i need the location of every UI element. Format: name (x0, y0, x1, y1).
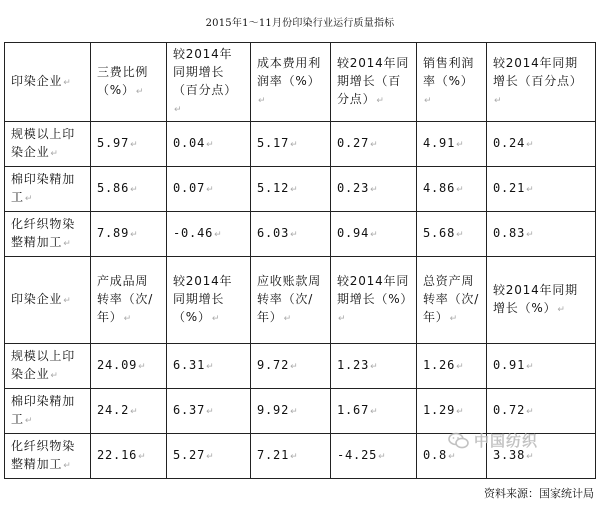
cell-text: 成本费用利润率（%） (257, 56, 322, 88)
cell-text: 棉印染精加工 (11, 172, 76, 204)
header-cell (251, 257, 331, 344)
return-mark-icon: ↵ (456, 230, 465, 240)
row-label-cell (5, 389, 91, 434)
return-mark-icon: ↵ (526, 140, 535, 150)
value-cell (167, 167, 251, 212)
cell-text: 9.72 (257, 358, 290, 372)
cell-text: 1.23 (337, 358, 370, 372)
return-mark-icon: ↵ (50, 149, 59, 159)
return-mark-icon: ↵ (135, 87, 145, 97)
cell-text: 化纤织物染整精加工 (11, 217, 76, 249)
return-mark-icon: ↵ (258, 96, 267, 106)
header-cell (417, 43, 487, 122)
cell-text: 0.83 (493, 226, 526, 240)
header-cell (167, 43, 251, 122)
value-cell (251, 167, 331, 212)
value-cell (417, 389, 487, 434)
return-mark-icon: ↵ (526, 185, 535, 195)
return-mark-icon: ↵ (290, 362, 299, 372)
cell-text: 三费比例（%） (97, 65, 149, 97)
return-mark-icon: ↵ (338, 314, 347, 324)
cell-text: 22.16 (97, 448, 138, 462)
return-mark-icon: ↵ (130, 185, 139, 195)
return-mark-icon: ↵ (370, 362, 379, 372)
row-label-cell (5, 434, 91, 479)
header-cell (167, 257, 251, 344)
return-mark-icon: ↵ (378, 452, 387, 462)
cell-text: 5.27 (173, 448, 206, 462)
return-mark-icon: ↵ (63, 461, 72, 471)
cell-text: 6.03 (257, 226, 290, 240)
row-label-cell (5, 344, 91, 389)
value-cell (417, 167, 487, 212)
value-cell (487, 167, 596, 212)
return-mark-icon: ↵ (456, 407, 465, 417)
return-mark-icon: ↵ (130, 140, 139, 150)
cell-text: 0.04 (173, 136, 206, 150)
return-mark-icon: ↵ (494, 96, 503, 106)
cell-text: 5.68 (423, 226, 456, 240)
watermark (448, 430, 538, 451)
return-mark-icon: ↵ (206, 452, 215, 462)
cell-text: 9.92 (257, 403, 290, 417)
value-cell (251, 212, 331, 257)
cell-text: 较2014年同期增长（百分点） (173, 47, 238, 97)
return-mark-icon: ↵ (130, 407, 139, 417)
value-cell (331, 122, 417, 167)
return-mark-icon: ↵ (211, 314, 221, 324)
cell-text: 规模以上印染企业 (11, 349, 76, 381)
return-mark-icon: ↵ (290, 452, 299, 462)
value-cell (91, 434, 167, 479)
return-mark-icon: ↵ (370, 185, 379, 195)
cell-text: 7.89 (97, 226, 130, 240)
return-mark-icon: ↵ (424, 96, 433, 106)
cell-text: 0.07 (173, 181, 206, 195)
value-cell (91, 389, 167, 434)
cell-text: -4.25 (337, 448, 378, 462)
value-cell (167, 122, 251, 167)
value-cell (91, 122, 167, 167)
value-cell (167, 212, 251, 257)
header-row (5, 43, 596, 122)
cell-text: 较2014年同期增长（%） (493, 283, 578, 315)
value-cell (331, 167, 417, 212)
cell-text: 1.67 (337, 403, 370, 417)
return-mark-icon: ↵ (290, 407, 299, 417)
return-mark-icon: ↵ (290, 185, 299, 195)
cell-text: 7.21 (257, 448, 290, 462)
header-cell (251, 43, 331, 122)
table-row (5, 344, 596, 389)
return-mark-icon: ↵ (448, 452, 457, 462)
return-mark-icon: ↵ (24, 416, 34, 426)
return-mark-icon: ↵ (456, 362, 465, 372)
cell-text: 5.86 (97, 181, 130, 195)
cell-text: 4.91 (423, 136, 456, 150)
cell-text: 0.94 (337, 226, 370, 240)
cell-text: 6.37 (173, 403, 206, 417)
value-cell (417, 212, 487, 257)
table-title: 2015年1～11月份印染行业运行质量指标 (205, 18, 395, 29)
return-mark-icon: ↵ (63, 239, 72, 249)
cell-text: 较2014年同期增长（百分点） (493, 56, 583, 88)
data-source-note: 资料来源：国家统计局 (484, 487, 594, 500)
cell-text: 0.23 (337, 181, 370, 195)
value-cell (417, 344, 487, 389)
header-cell (487, 43, 596, 122)
value-cell (167, 434, 251, 479)
row-label-cell (5, 167, 91, 212)
value-cell (487, 389, 596, 434)
value-cell (251, 434, 331, 479)
value-cell (487, 212, 596, 257)
value-cell (331, 434, 417, 479)
cell-text: 5.97 (97, 136, 130, 150)
return-mark-icon: ↵ (63, 78, 72, 88)
cell-text: 印染企业 (11, 292, 63, 306)
cell-text: 3.38 (493, 448, 526, 462)
cell-text: 应收账款周转率（次/年） (257, 274, 322, 324)
return-mark-icon: ↵ (290, 140, 299, 150)
wechat-logo-icon (448, 432, 470, 450)
value-cell (331, 344, 417, 389)
watermark-text: 中国纺织 (474, 432, 539, 450)
cell-text: 较2014年同期增长（%） (337, 274, 414, 306)
return-mark-icon: ↵ (174, 105, 183, 115)
value-cell (251, 389, 331, 434)
return-mark-icon: ↵ (214, 230, 223, 240)
cell-text: 印染企业 (11, 74, 63, 88)
header-cell (91, 257, 167, 344)
table-row (5, 212, 596, 257)
cell-text: 产成品周转率（次/年） (97, 274, 154, 324)
cell-text: 规模以上印染企业 (11, 127, 76, 159)
value-cell (91, 344, 167, 389)
cell-text: 5.17 (257, 136, 290, 150)
return-mark-icon: ↵ (138, 362, 147, 372)
return-mark-icon: ↵ (456, 185, 465, 195)
value-cell (167, 389, 251, 434)
cell-text: 0.27 (337, 136, 370, 150)
cell-text: 销售利润率（%） (423, 56, 475, 88)
cell-text: 较2014年同期增长（%） (173, 274, 233, 324)
cell-text: 0.24 (493, 136, 526, 150)
return-mark-icon: ↵ (376, 96, 385, 106)
table-row (5, 389, 596, 434)
return-mark-icon: ↵ (206, 140, 215, 150)
header-cell (5, 43, 91, 122)
cell-text: 5.12 (257, 181, 290, 195)
value-cell (417, 122, 487, 167)
return-mark-icon: ↵ (290, 230, 299, 240)
return-mark-icon: ↵ (526, 452, 535, 462)
return-mark-icon: ↵ (63, 296, 72, 306)
header-cell (91, 43, 167, 122)
value-cell (331, 212, 417, 257)
header-cell (417, 257, 487, 344)
value-cell (487, 122, 596, 167)
return-mark-icon: ↵ (206, 362, 215, 372)
table-row (5, 122, 596, 167)
return-mark-icon: ↵ (50, 371, 59, 381)
row-label-cell (5, 212, 91, 257)
value-cell (91, 212, 167, 257)
cell-text: 1.29 (423, 403, 456, 417)
return-mark-icon: ↵ (526, 362, 535, 372)
header-cell (5, 257, 91, 344)
cell-text: 0.21 (493, 181, 526, 195)
table-row (5, 167, 596, 212)
cell-text: 总资产周转率（次/年） (423, 274, 480, 324)
value-cell (487, 344, 596, 389)
return-mark-icon: ↵ (370, 230, 379, 240)
return-mark-icon: ↵ (283, 314, 292, 324)
return-mark-icon: ↵ (138, 452, 147, 462)
cell-text: 4.86 (423, 181, 456, 195)
return-mark-icon: ↵ (526, 230, 535, 240)
return-mark-icon: ↵ (456, 140, 465, 150)
cell-text: 0.91 (493, 358, 526, 372)
return-mark-icon: ↵ (123, 314, 132, 324)
value-cell (91, 167, 167, 212)
return-mark-icon: ↵ (206, 185, 215, 195)
return-mark-icon: ↵ (370, 407, 379, 417)
return-mark-icon: ↵ (526, 407, 535, 417)
return-mark-icon: ↵ (370, 140, 379, 150)
value-cell (167, 344, 251, 389)
cell-text: 较2014年同期增长（百分点） (337, 56, 410, 106)
cell-text: 棉印染精加工 (11, 394, 76, 426)
cell-text: 1.26 (423, 358, 456, 372)
return-mark-icon: ↵ (130, 230, 139, 240)
header-cell (487, 257, 596, 344)
cell-text: 24.2 (97, 403, 130, 417)
value-cell (331, 389, 417, 434)
value-cell (251, 344, 331, 389)
cell-text: 0.8 (423, 448, 448, 462)
return-mark-icon: ↵ (24, 194, 34, 204)
header-cell (331, 43, 417, 122)
cell-text: 化纤织物染整精加工 (11, 439, 76, 471)
header-cell (331, 257, 417, 344)
return-mark-icon: ↵ (449, 314, 458, 324)
header-row (5, 257, 596, 344)
indicator-table (4, 42, 596, 479)
return-mark-icon: ↵ (557, 305, 566, 315)
cell-text: 6.31 (173, 358, 206, 372)
cell-text: 0.72 (493, 403, 526, 417)
cell-text: 24.09 (97, 358, 138, 372)
value-cell (251, 122, 331, 167)
row-label-cell (5, 122, 91, 167)
return-mark-icon: ↵ (206, 407, 215, 417)
cell-text: -0.46 (173, 226, 214, 240)
